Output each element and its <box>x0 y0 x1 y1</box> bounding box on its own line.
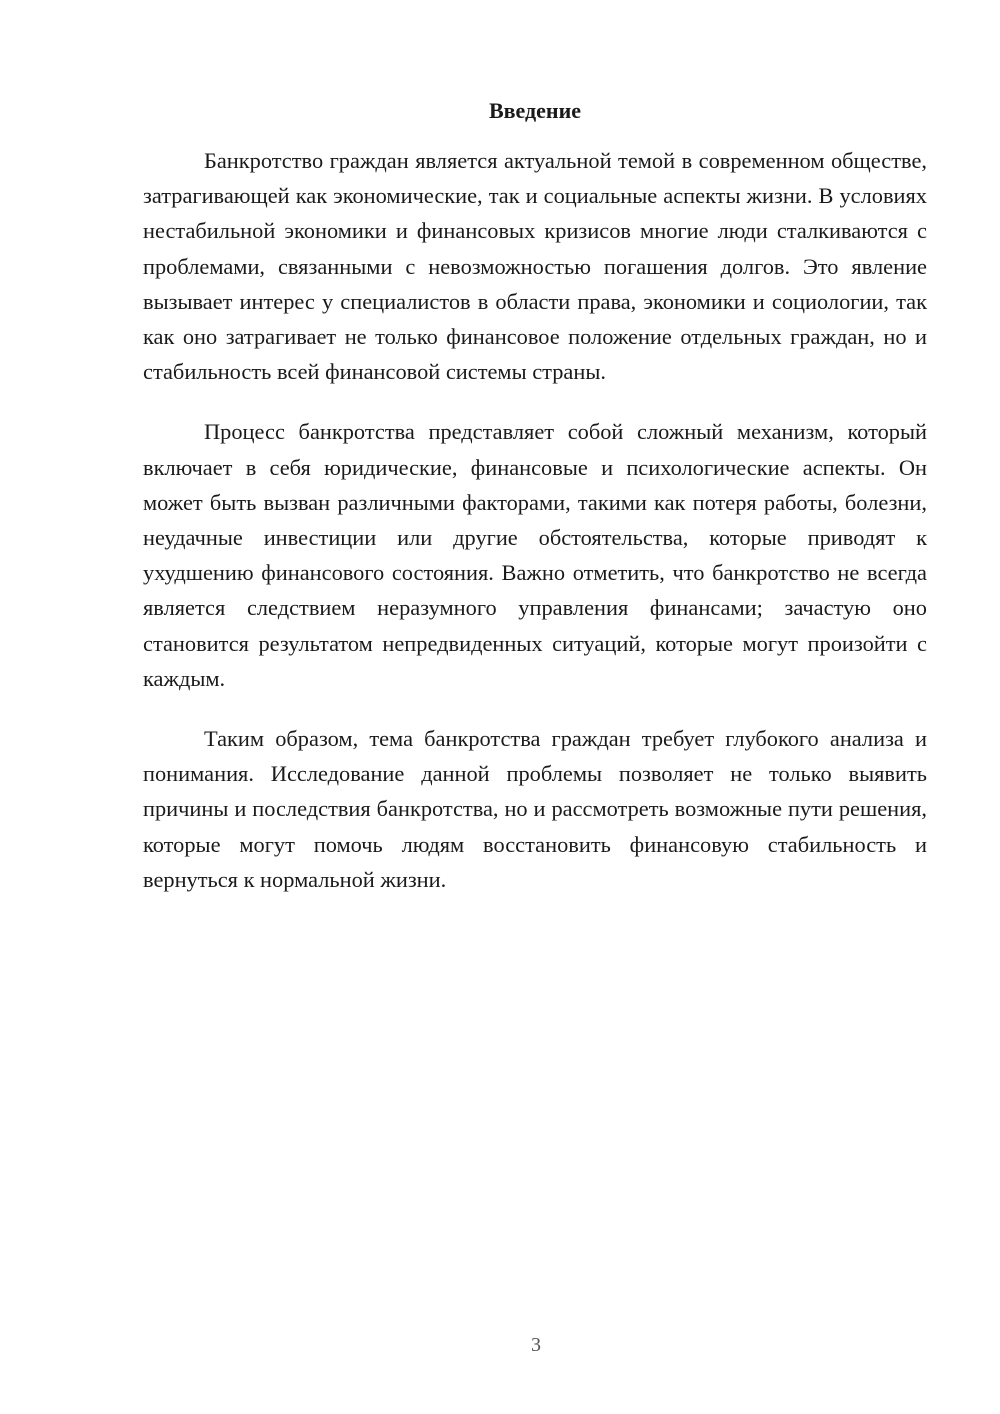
page-content <box>143 95 927 922</box>
paragraph-1: Банкротство граждан является актуальной темой в современном обществе, затрагивающей как экономические, так и социальные аспекты жизни. В условиях нестабильной экономики и финансовых кризисов многие люди сталкиваются с проблемами, связанными с невозможностью погашения долгов. Это явление вызывает интерес у специалистов в области права, экономики и социологии, так как оно затрагивает не только финансовое положение отдельных граждан, но и стабильность всей финансовой системы страны. <box>143 148 927 385</box>
paragraph-3: Таким образом, тема банкротства граждан требует глубокого анализа и понимания. Исследование данной проблемы позволяет не только выявить причины и последствия банкротства, но и рассмотреть возможные пути решения, которые могут помочь людям восстановить финансовую стабильность и вернуться к нормальной жизни. <box>143 726 927 892</box>
paragraph-2: Процесс банкротства представляет собой сложный механизм, который включает в себя юридические, финансовые и психологические аспекты. Он может быть вызван различными факторами, такими как потеря работы, болезни, неудачные инвестиции или другие обстоятельства, которые приводят к ухудшению финансового состояния. Важно отметить, что банкротство не всегда является следствием неразумного управления финансами; зачастую оно становится результатом непредвиденных ситуаций, которые могут произойти с каждым. <box>143 419 927 691</box>
page-number: 3 <box>531 1334 541 1356</box>
section-heading: Введение <box>488 98 582 123</box>
